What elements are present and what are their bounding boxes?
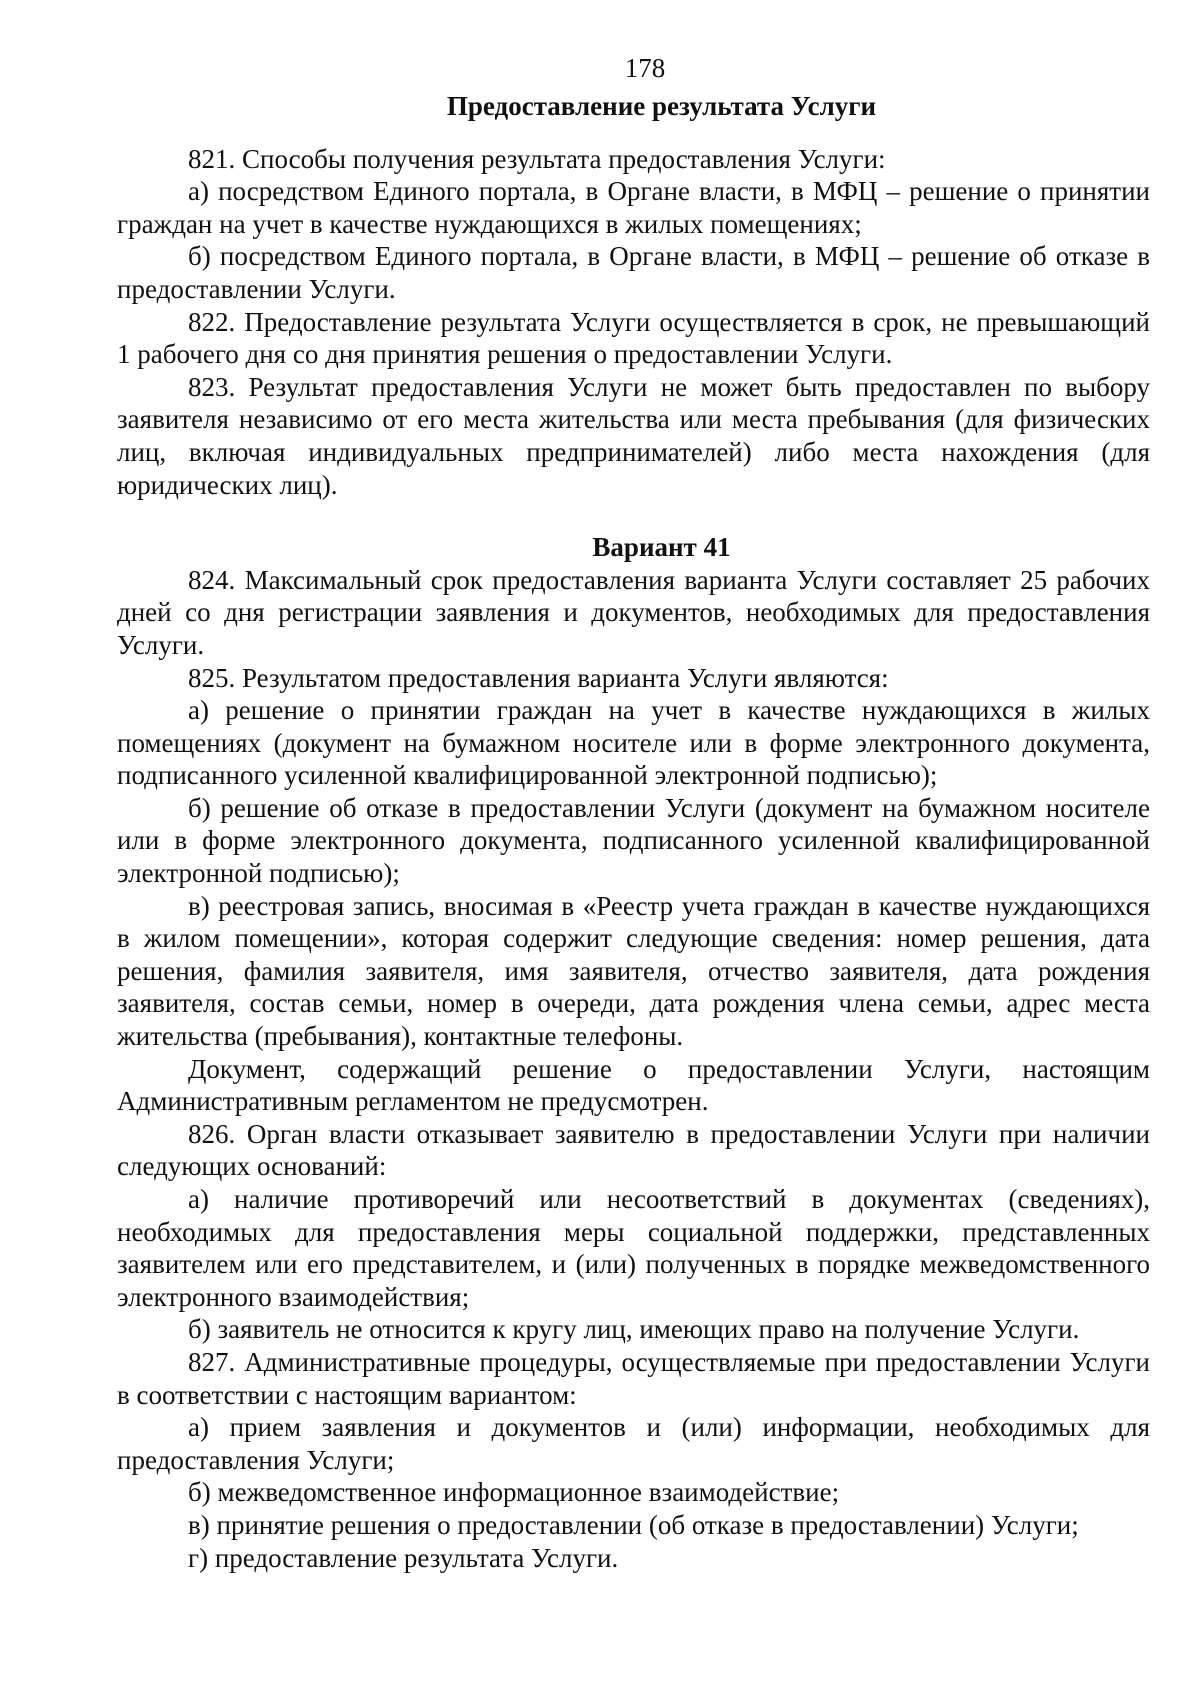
paragraph-document-note: Документ, содержащий решение о предоставлении Услуги, настоящим Административным регламентом не предусмотрен.	[117, 1053, 1150, 1117]
document-body	[117, 90, 1150, 1574]
variant-heading: Вариант 41	[592, 532, 731, 563]
paragraph-827: 827. Административные процедуры, осуществляемые при предоставлении Услуги в соответствии с настоящим вариантом:	[117, 1346, 1150, 1410]
paragraph-821-a: а) посредством Единого портала, в Органе власти, в МФЦ – решение о принятии граждан на учет в качестве нуждающихся в жилых помещениях;	[117, 176, 1150, 239]
paragraph-821: 821. Способы получения результата предоставления Услуги:	[188, 143, 886, 174]
paragraph-826: 826. Орган власти отказывает заявителю в предоставлении Услуги при наличии следующих оснований:	[117, 1118, 1150, 1182]
paragraph-825: 825. Результатом предоставления варианта Услуги являются:	[188, 662, 889, 693]
paragraph-825-b: б) решение об отказе в предоставлении Услуги (документ на бумажном носителе или в форме электронного документа, подписанного усиленной квалифицированной электронной подписью);	[117, 792, 1150, 889]
paragraph-827-g: г) предоставление результата Услуги.	[188, 1542, 619, 1573]
paragraph-827-v: в) принятие решения о предоставлении (об отказе в предоставлении) Услуги;	[188, 1509, 1079, 1540]
section-heading: Предоставление результата Услуги	[446, 91, 877, 121]
paragraph-827-a: а) прием заявления и документов и (или) информации, необходимых для предоставления Услуги;	[117, 1412, 1150, 1475]
paragraph-825-v: в) реестровая запись, вносимая в «Реестр учета граждан в качестве нуждающихся в жилом помещении», которая содержит следующие сведения: номер решения, дата решения, фамилия заявителя, имя заявителя, отчество заявителя, дата рождения заявителя, состав семьи, номер в очереди, дата рождения члена семьи, адрес места жительства (пребывания), контактные телефоны.	[117, 890, 1150, 1052]
paragraph-824: 824. Максимальный срок предоставления варианта Услуги составляет 25 рабочих дней со дня регистрации заявления и документов, необходимых для предоставления Услуги.	[117, 564, 1150, 660]
page-number: 178	[624, 53, 666, 83]
paragraph-827-b: б) межведомственное информационное взаимодействие;	[188, 1477, 840, 1508]
paragraph-823: 823. Результат предоставления Услуги не может быть предоставлен по выбору заявителя независимо от его места жительства или места пребывания (для физических лиц, включая индивидуальных предпринимателей) либо места нахождения (для юридических лиц).	[117, 371, 1150, 500]
paragraph-821-b: б) посредством Единого портала, в Органе власти, в МФЦ – решение об отказе в предоставлении Услуги.	[117, 241, 1150, 304]
paragraph-826-a: а) наличие противоречий или несоответствий в документах (сведениях), необходимых для предоставления меры социальной поддержки, представленных заявителем или его представителем, и (или) полученных в порядке межведомственного электронного взаимодействия;	[117, 1184, 1150, 1312]
paragraph-825-a: а) решение о принятии граждан на учет в качестве нуждающихся в жилых помещениях (документ на бумажном носителе или в форме электронного документа, подписанного усиленной квалифицированной электронной подписью);	[117, 695, 1150, 791]
paragraph-822: 822. Предоставление результата Услуги осуществляется в срок, не превышающий 1 рабочего дня со дня принятия решения о предоставлении Услуги.	[117, 306, 1150, 370]
paragraph-826-b: б) заявитель не относится к кругу лиц, имеющих право на получение Услуги.	[188, 1314, 1080, 1345]
